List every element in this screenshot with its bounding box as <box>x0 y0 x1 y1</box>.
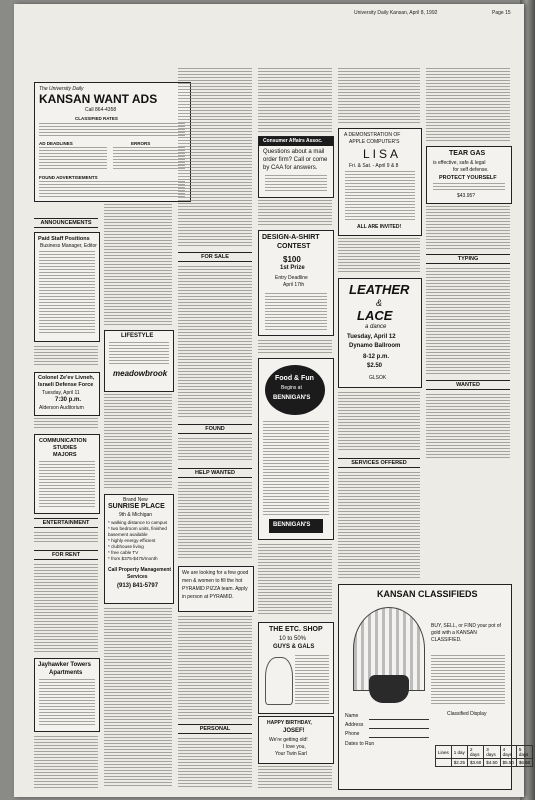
col4-text-5 <box>258 766 332 788</box>
personal-text <box>178 738 252 788</box>
colonel-line-2: Israeli Defense Force <box>38 382 94 388</box>
bennigans-text <box>263 421 329 515</box>
col2-text-1 <box>104 204 172 326</box>
tear-gas-title: TEAR GAS <box>449 150 486 157</box>
rate-head: 2 days <box>468 746 484 759</box>
found-text <box>39 181 185 197</box>
design-sub: CONTEST <box>277 243 311 250</box>
design-prize-amount: $100 <box>283 255 301 264</box>
etc-text <box>295 655 329 705</box>
errors-title: ERRORS <box>131 141 151 146</box>
sunrise-item-6: * free cable TV <box>108 550 139 555</box>
sunrise-title: SUNRISE PLACE <box>108 503 165 510</box>
jayhawker-text <box>39 679 95 727</box>
newspaper-page <box>14 4 531 797</box>
leather-time: 8-12 p.m. <box>363 354 390 360</box>
coupon-dates-label: Dates to Run <box>345 741 375 747</box>
leather-amp: & <box>376 298 383 308</box>
coupon-name-label: Name <box>345 713 359 719</box>
colonel-ad <box>34 372 100 416</box>
bennigans-ad <box>258 358 334 540</box>
pyramid-line-4: in person at PYRAMID. <box>182 594 234 600</box>
deadlines-text <box>39 147 107 171</box>
communication-ad <box>34 434 100 514</box>
coupon-display-label: Classified Display <box>447 711 487 717</box>
for-rent-text <box>34 564 98 652</box>
apple-invite: ALL ARE INVITED! <box>357 224 402 230</box>
col4-text-1 <box>258 68 332 132</box>
apple-text <box>345 171 415 221</box>
sunrise-item-3: basement available <box>108 532 148 537</box>
rate-cell <box>436 759 452 767</box>
rate-head: 1 day <box>451 746 467 759</box>
rent-text-2 <box>34 736 98 788</box>
col6-text-2 <box>426 206 510 250</box>
jayhawker-title: Jayhawker Towers <box>38 662 91 668</box>
section-help-wanted: HELP WANTED <box>178 468 252 478</box>
leather-sponsor: GLSOK <box>369 375 387 381</box>
sunrise-ad <box>104 494 174 604</box>
col2-text-2 <box>104 394 172 488</box>
design-text <box>265 293 327 331</box>
deadlines-title: AD DEADLINES <box>39 141 73 146</box>
lisa-title: LISA <box>363 147 402 161</box>
paid-staff-title: Paid Staff Positions <box>38 236 90 242</box>
comm-line-2: STUDIES <box>53 445 77 451</box>
section-wanted: WANTED <box>426 380 510 390</box>
sunrise-phone: (913) 841-5797 <box>117 583 159 589</box>
apple-date: Fri. & Sat. - April 9 & 8 <box>349 163 399 169</box>
pyramid-line-1: We are looking for a few good <box>182 570 249 576</box>
entertainment-text <box>34 532 98 544</box>
paper-header: University Daily Kansan, April 8, 1992 <box>354 10 438 16</box>
col3-text-2 <box>178 616 252 720</box>
design-title: DESIGN-A-SHIRT <box>262 234 320 241</box>
etc-sub: GUYS & GALS <box>273 644 315 650</box>
section-services: SERVICES OFFERED <box>338 458 420 468</box>
tear-gas-price: $43.95? <box>457 193 476 199</box>
section-for-rent: FOR RENT <box>34 550 98 560</box>
sunrise-address: 9th & Michigan <box>119 512 153 518</box>
rate-cell: $5.50 <box>500 759 516 767</box>
bennigans-footer: BENNIGAN'S <box>273 522 311 528</box>
birthday-ad <box>258 716 334 764</box>
rate-cell: $6.50 <box>516 759 532 767</box>
design-date: April 17th <box>283 282 305 288</box>
paid-staff-text <box>39 251 95 335</box>
birthday-line-5: Your Twin Earl <box>275 751 307 757</box>
paid-staff-sub: Business Manager, Editor <box>40 243 97 249</box>
rate-cell: $4.50 <box>484 759 500 767</box>
phone-line[interactable] <box>369 737 429 738</box>
paid-staff-ad <box>34 232 100 342</box>
found-ads-text <box>178 438 252 462</box>
section-entertainment: ENTERTAINMENT <box>34 518 98 528</box>
design-prize: 1st Prize <box>280 265 305 271</box>
coupon-instructions <box>431 655 505 705</box>
sunrise-kicker: Brand New <box>123 497 148 503</box>
address-line[interactable] <box>369 728 429 729</box>
leather-dance: a dance <box>365 324 387 330</box>
masthead-title: KANSAN WANT ADS <box>39 92 158 106</box>
misc-text-1 <box>34 418 98 430</box>
colonel-line-5: Alderson Auditorium <box>39 405 84 411</box>
col3-text-1 <box>178 68 252 248</box>
etc-title: THE ETC. SHOP <box>269 626 323 633</box>
jayhawker-ad <box>34 658 100 732</box>
tear-gas-line-3: PROTECT YOURSELF <box>439 175 497 181</box>
coupon-phone-label: Phone <box>345 731 360 737</box>
services-text <box>338 472 420 578</box>
etc-figure <box>265 657 293 705</box>
col4-text-3 <box>258 340 332 354</box>
col5-text-2 <box>338 238 420 274</box>
masthead-phone: Call 864-4358 <box>85 107 117 113</box>
comm-line-3: MAJORS <box>53 452 77 458</box>
apple-lisa-ad <box>338 128 422 236</box>
section-typing: TYPING <box>426 254 510 264</box>
wanted-text <box>426 394 510 458</box>
sunrise-item-5: * clubhouse living <box>108 544 144 549</box>
col5-text-3 <box>338 392 420 452</box>
food-fun-brand: BENNIGAN'S <box>273 395 311 401</box>
found-title: FOUND ADVERTISEMENTS <box>39 175 98 180</box>
page-number: Page 15 <box>492 10 511 16</box>
birthday-line-2: JOSEF! <box>283 728 305 734</box>
etc-shop-ad <box>258 622 334 714</box>
pyramid-line-3: PYRAMID PIZZA team. Apply <box>182 586 248 592</box>
design-shirt-ad <box>258 230 334 336</box>
leather-price: $2.50 <box>367 363 383 369</box>
section-found: FOUND <box>178 424 252 434</box>
typing-text <box>426 268 510 374</box>
colonel-line-1: Colonel Ze'ev Livneh, <box>38 375 95 381</box>
rate-head: Lines <box>436 746 452 759</box>
consumer-line-1: Questions about a mail <box>263 149 325 155</box>
col4-text-2 <box>258 200 332 226</box>
leather-date: Tuesday, April 12 <box>347 334 396 340</box>
apple-line-1: A DEMONSTRATION OF <box>344 132 401 138</box>
sunrise-item-4: * highly energy efficient <box>108 538 156 543</box>
lace-title: LACE <box>357 308 393 323</box>
colonel-line-3: Tuesday, April 11 <box>42 390 80 396</box>
consumer-title: Consumer Affairs Assoc. <box>263 138 323 144</box>
coupon-address-label: Address <box>345 722 364 728</box>
birthday-line-1: HAPPY BIRTHDAY, <box>267 720 312 726</box>
pyramid-ad <box>178 566 254 612</box>
pot-of-gold-graphic <box>369 675 409 703</box>
food-fun-title: Food & Fun <box>275 375 314 382</box>
tear-gas-ad <box>426 146 512 204</box>
coupon-title: KANSAN CLASSIFIEDS <box>377 589 478 599</box>
col6-text-1 <box>426 68 510 142</box>
colonel-line-4: 7:30 p.m. <box>55 397 82 403</box>
errors-text <box>113 147 185 171</box>
comm-text <box>39 461 95 509</box>
rates-title: CLASSIFIED RATES <box>75 116 118 121</box>
comm-line-1: COMMUNICATION <box>39 438 87 444</box>
sunrise-item-1: * walking distance to campus <box>108 520 168 525</box>
sunrise-item-2: * two bedroom units, finished <box>108 526 167 531</box>
design-deadline: Entry Deadline <box>275 275 308 281</box>
lifestyle-text <box>109 342 169 366</box>
coupon-rates-table <box>435 745 533 767</box>
masthead-kicker: The University Daily <box>39 86 84 92</box>
gold-text: BUY, SELL, or FIND your pot of gold with a KANSAN CLASSIFIED. <box>431 623 501 643</box>
name-line[interactable] <box>369 719 429 720</box>
consumer-affairs-ad <box>258 136 334 198</box>
lifestyle-ad <box>104 330 174 392</box>
lifestyle-title: LIFESTYLE <box>121 333 154 339</box>
leather-venue: Dynamo Ballroom <box>349 343 401 349</box>
rates-grid <box>39 123 185 137</box>
section-announcements: ANNOUNCEMENTS <box>34 218 98 228</box>
sunrise-call-2: Services <box>127 574 148 580</box>
rate-head: 4 days <box>500 746 516 759</box>
col5-text-1 <box>338 68 420 124</box>
col4-text-4 <box>258 544 332 616</box>
rate-cell: $2.25 <box>451 759 467 767</box>
rate-cell: $3.60 <box>468 759 484 767</box>
consumer-line-2: order firm? Call or come <box>263 157 328 163</box>
sunrise-item-7: * from $375-$475/month <box>108 556 158 561</box>
rate-head: 3 days <box>484 746 500 759</box>
birthday-line-4: I love you, <box>283 744 306 750</box>
tear-gas-line-1: is effective, safe & legal <box>433 160 486 166</box>
tear-gas-line-2: for self defense. <box>453 167 489 173</box>
consumer-address <box>265 175 327 193</box>
meadowbrook-logo: meadowbrook <box>113 369 168 378</box>
col2-text-3 <box>104 608 172 788</box>
etc-discount: 10 to 50% <box>279 636 307 642</box>
apple-line-2: APPLE COMPUTER'S <box>349 139 400 145</box>
rate-head: 5 days <box>516 746 532 759</box>
leather-title: LEATHER <box>349 282 410 297</box>
section-personal: PERSONAL <box>178 724 252 734</box>
section-for-sale: FOR SALE <box>178 252 252 262</box>
leather-lace-ad <box>338 278 422 388</box>
announcement-text <box>34 346 98 366</box>
tear-gas-text <box>433 183 505 192</box>
food-fun-begins: Begins at <box>281 385 302 391</box>
pyramid-line-2: men & women to fill the hot <box>182 578 243 584</box>
jayhawker-sub: Apartments <box>49 670 83 676</box>
consumer-line-3: by CAA for answers. <box>263 165 318 171</box>
sunrise-call-1: Call Property Management <box>108 567 172 573</box>
birthday-line-3: We're getting old! <box>269 737 308 743</box>
kansan-classifieds-coupon <box>338 584 531 790</box>
want-ads-masthead <box>34 82 191 202</box>
help-wanted-text <box>178 482 252 560</box>
for-sale-text <box>178 266 252 418</box>
